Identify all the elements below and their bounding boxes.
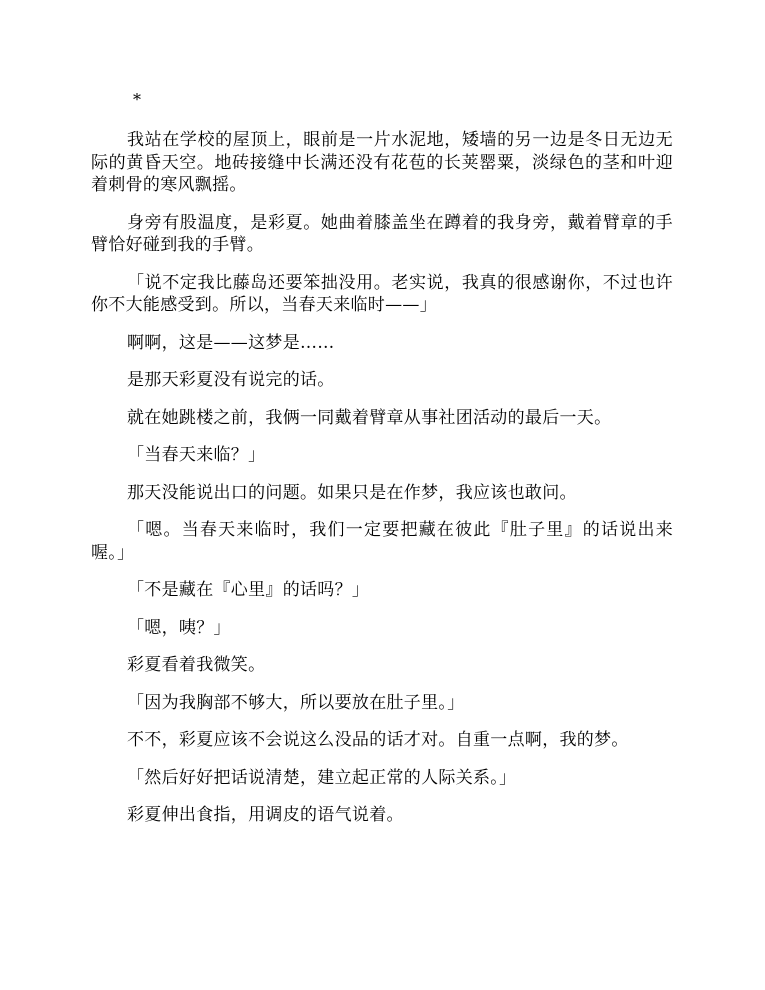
- paragraph: 彩夏看着我微笑。: [127, 655, 266, 675]
- paragraph: 「当春天来临？」: [127, 445, 266, 465]
- paragraph: 「说不定我比藤岛还要笨拙没用。老实说，我真的很感谢你，不过也许你不大能感受到。所以，当春天来临时——」: [91, 272, 673, 315]
- paragraph: 是那天彩夏没有说完的话。: [127, 370, 335, 390]
- paragraph: 「不是藏在『心里』的话吗？」: [127, 580, 370, 600]
- paragraph: 「嗯，咦？」: [127, 617, 231, 638]
- paragraph: 「然后好好把话说清楚，建立起正常的人际关系。」: [127, 767, 517, 788]
- paragraph: 那天没能说出口的问题。如果只是在作梦，我应该也敢问。: [127, 482, 577, 503]
- paragraph: 啊啊，这是——这梦是……: [127, 332, 335, 353]
- paragraph: 彩夏伸出食指，用调皮的语气说着。: [127, 805, 404, 825]
- paragraph: 「因为我胸部不够大，所以要放在肚子里。」: [127, 692, 465, 713]
- paragraph: 身旁有股温度，是彩夏。她曲着膝盖坐在蹲着的我身旁，戴着臂章的手臂恰好碰到我的手臂。: [91, 212, 673, 255]
- scene-break-marker: *: [133, 90, 141, 109]
- paragraph: 不不，彩夏应该不会说这么没品的话才对。自重一点啊，我的梦。: [127, 730, 629, 750]
- document-body: [91, 89, 673, 842]
- paragraph: 就在她跳楼之前，我俩一同戴着臂章从事社团活动的最后一天。: [127, 407, 612, 428]
- paragraph: 我站在学校的屋顶上，眼前是一片水泥地，矮墙的另一边是冬日无边无际的黄昏天空。地砖接缝中长满还没有花苞的长荚罂粟，淡绿色的茎和叶迎着刺骨的寒风飘摇。: [91, 130, 673, 195]
- paragraph: 「嗯。当春天来临时，我们一定要把藏在彼此『肚子里』的话说出来喔。」: [91, 520, 673, 563]
